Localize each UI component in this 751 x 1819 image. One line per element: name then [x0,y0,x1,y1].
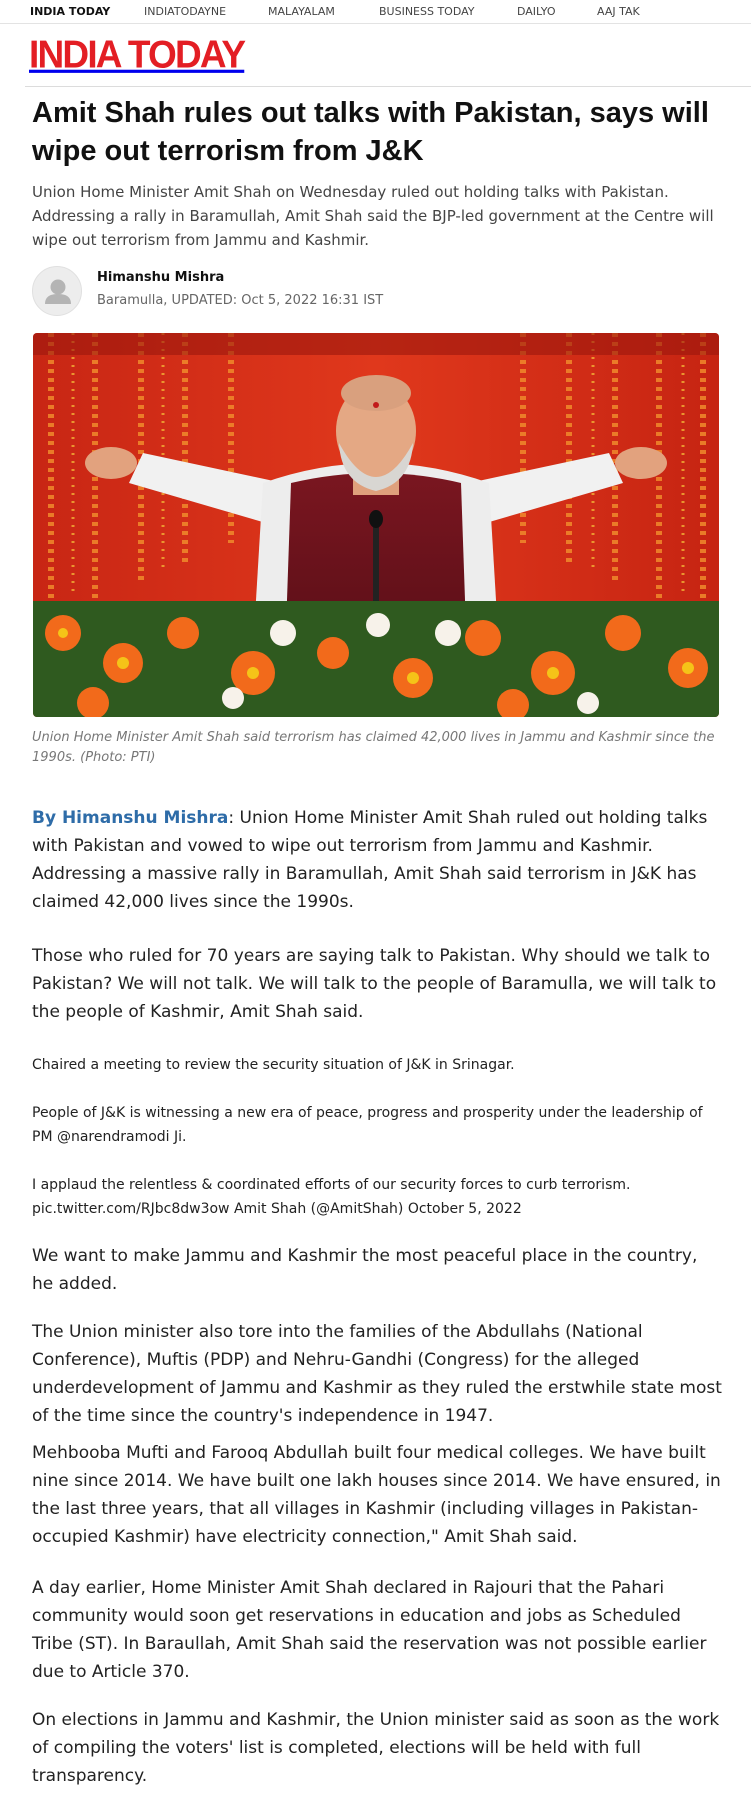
embedded-tweet-line: I applaud the relentless & coordinated efforts of our security forces to curb terrorism. pic.twitter.com/RJbc8dw3ow Amit Shah (@AmitShah) October 5, 2022 [32,1177,631,1217]
nav-indiatodayne[interactable]: INDIATODAYNE [144,5,227,18]
user-silhouette-icon [33,267,82,316]
article-paragraph: The Union minister also tore into the families of the Abdullahs (National Conference), Muftis (PDP) and Nehru-Gandhi (Congress) for the alleged underdevelopment of Jammu and Kashmir as they ruled the erstwhile state most of the time since the country's independence in 1947. [32,1322,722,1426]
image-caption: Union Home Minister Amit Shah said terrorism has claimed 42,000 lives in Jammu and Kashmir since the 1990s. (Photo: PTI) [32,730,715,765]
article-paragraph: Those who ruled for 70 years are saying talk to Pakistan. Why should we talk to Pakistan? We will not talk. We will talk to the people of Baramulla, we will talk to the people of Kashmir, Amit Shah said. [32,946,717,1022]
header-divider [25,86,751,87]
nav-dailyo[interactable]: DAILYO [517,5,556,18]
article-dateline: Baramulla, UPDATED: Oct 5, 2022 16:31 IST [97,293,384,308]
article-headline: Amit Shah rules out talks with Pakistan, says will wipe out terrorism from J&K [32,97,709,167]
article-lead-image [33,333,719,717]
nav-malayalam[interactable]: MALAYALAM [268,5,335,18]
nav-aaj-tak[interactable]: AAJ TAK [597,5,640,18]
embedded-tweet-line: Chaired a meeting to review the security situation of J&K in Srinagar. [32,1057,515,1073]
nav-india-today[interactable]: INDIA TODAY [30,5,111,18]
article-summary: Union Home Minister Amit Shah on Wednesday ruled out holding talks with Pakistan. Addressing a rally in Baramullah, Amit Shah said the BJP-led government at the Centre will wipe out terrorism from Jammu and Kashmir. [32,183,714,249]
article-paragraph: On elections in Jammu and Kashmir, the Union minister said as soon as the work of compiling the voters' list is completed, elections will be held with full transparency. [32,1710,720,1786]
paragraph-text: : Union Home Minister Amit Shah ruled out holding talks with Pakistan and vowed to wipe out terrorism from Jammu and Kashmir. Addressing a massive rally in Baramullah, Amit Shah said terrorism in J&K has claimed 42,000 lives since the 1990s. [32,808,708,912]
nav-business-today[interactable]: BUSINESS TODAY [379,5,475,18]
article-paragraph [32,804,722,916]
rally-speech-illustration [33,333,719,717]
article-paragraph: We want to make Jammu and Kashmir the most peaceful place in the country, he added. [32,1246,698,1294]
article-paragraph: A day earlier, Home Minister Amit Shah declared in Rajouri that the Pahari community would soon get reservations in education and jobs as Scheduled Tribe (ST). In Baraullah, Amit Shah said the reservation was not possible earlier due to Article 370. [32,1578,707,1682]
author-name[interactable]: Himanshu Mishra [97,270,225,285]
author-avatar[interactable] [32,266,82,316]
byline-author-link[interactable]: By Himanshu Mishra [32,808,229,828]
top-network-nav [0,0,751,24]
site-logo[interactable] [29,33,244,75]
article-paragraph: Mehbooba Mufti and Farooq Abdullah built four medical colleges. We have built nine since 2014. We have built one lakh houses since 2014. We have ensured, in the last three years, that all villages in Kashmir (including villages in Pakistan-occupied Kashmir) have electricity connection," Amit Shah said. [32,1443,721,1547]
logo-text: INDIA TODAY [29,32,245,76]
author-byline [32,266,532,318]
embedded-tweet-line: People of J&K is witnessing a new era of peace, progress and prosperity under the leadership of PM @narendramodi Ji. [32,1105,703,1145]
